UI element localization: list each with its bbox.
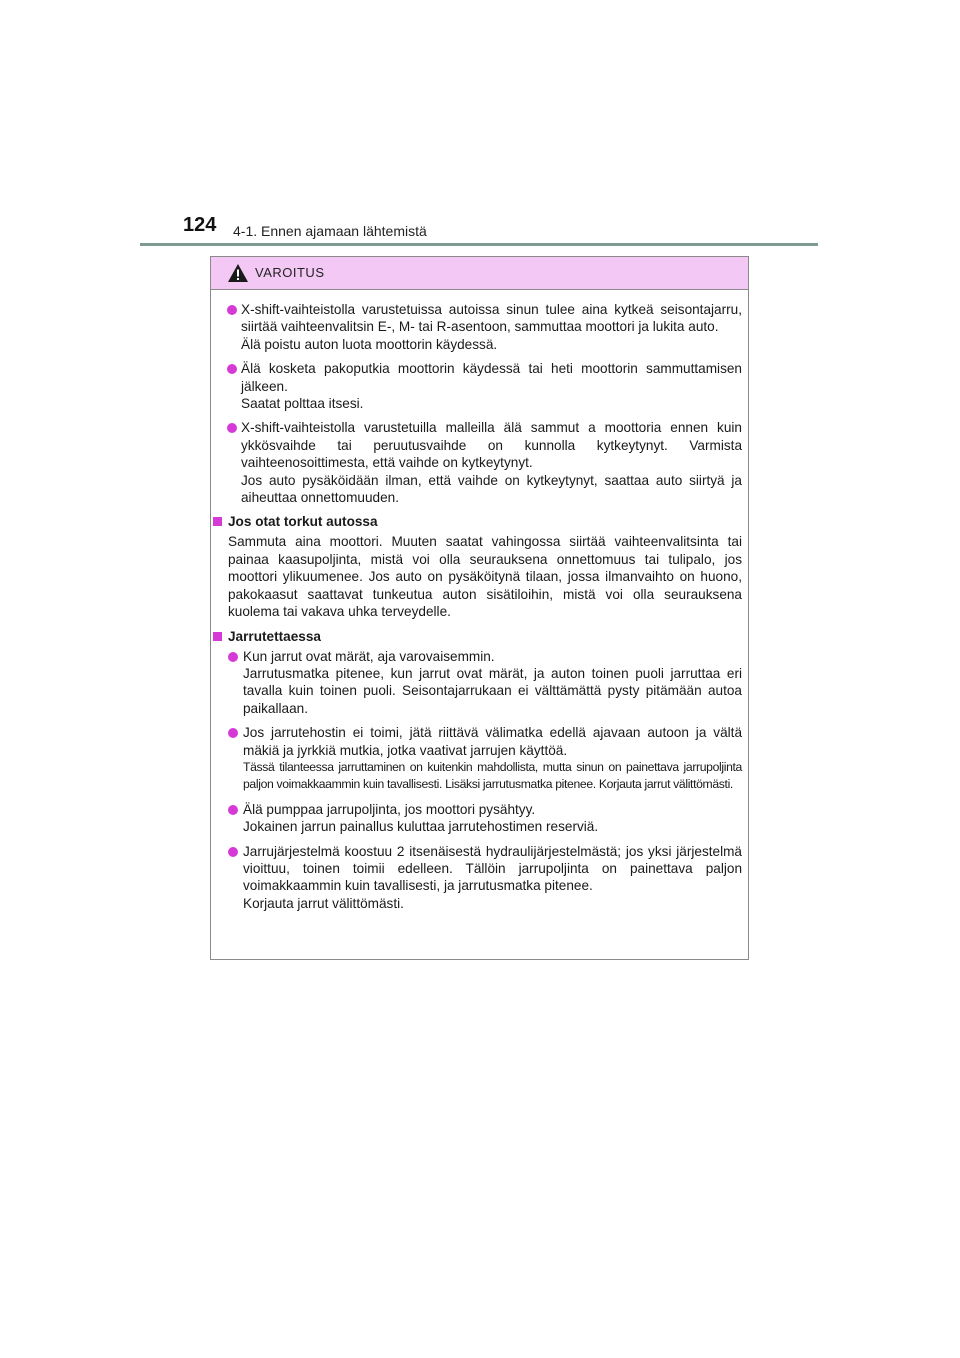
bullet-text: X-shift-vaihteistolla varustetuissa autoissa sinun tulee aina kytkeä seisontajarru, siirtää vaihteenvalitsin E-, M- tai R-asentoon, sammuttaa moottori ja lukita auto. xyxy=(241,302,742,335)
bullet-text: Saatat polttaa itsesi. xyxy=(241,396,364,412)
bullet-text: Korjauta jarrut välittömästi. xyxy=(243,895,404,911)
warning-title: VAROITUS xyxy=(255,265,325,280)
header-divider xyxy=(140,243,818,246)
section-title: 4-1. Ennen ajamaan lähtemistä xyxy=(233,223,427,239)
bullet-text: Kun jarrut ovat märät, aja varovaisemmin. xyxy=(243,648,495,664)
warning-triangle-icon xyxy=(227,263,249,283)
bullet-text: Jarrujärjestelmä koostuu 2 itsenäisestä hydraulijärjestelmästä; jos yksi järjestelmä vioittuu, toinen toimii edelleen. Tällöin jarrupoljinta on painettava paljon voimakkaammin kuin tavallisesti, ja jarrutusmatka pitenee. xyxy=(243,843,742,894)
warning-bullet xyxy=(211,301,750,353)
warning-header xyxy=(211,257,748,290)
warning-bullet xyxy=(211,360,750,412)
bullet-dot-icon xyxy=(228,652,238,662)
warning-bullet xyxy=(211,843,750,913)
warning-bullet xyxy=(211,801,750,836)
bullet-dot-icon xyxy=(228,847,238,857)
warning-box xyxy=(210,256,749,960)
warning-bullet xyxy=(211,648,750,718)
square-bullet-icon xyxy=(213,632,222,641)
warning-bullet xyxy=(211,724,750,794)
warning-bullet xyxy=(211,419,750,506)
square-bullet-icon xyxy=(213,517,222,526)
bullet-small-text: Tässä tilanteessa jarruttaminen on kuitenkin mahdollista, mutta sinun on painettava jarrupoljinta paljon voimakkaammin kuin tavallisesti. Lisäksi jarrutusmatka pitenee. Korjauta jarrut välittömästi. xyxy=(243,759,742,792)
bullet-dot-icon xyxy=(227,364,237,374)
bullet-dot-icon xyxy=(227,423,237,433)
page-number: 124 xyxy=(183,214,217,236)
bullet-text: X-shift-vaihteistolla varustetuilla malleilla älä sammut a moottoria ennen kuin ykkösvaihde tai peruutusvaihde on kunnolla kytkeytynyt. Varmista vaihteenosoittimesta, että vaihde on kytkeytynyt. xyxy=(241,420,742,471)
section-body: Sammuta aina moottori. Muuten saatat vahingossa siirtää vaihteenvalitsinta tai painaa kaasupoljinta, mistä voi olla seurauksena onnettomuus tai tulipalo, jos moottori ylikuumenee. Jos auto on pysäköitynä tilaan, jossa ilmanvaihto on huono, pakokaasut saattavat tunkeutua auton sisätiloihin, mistä voi olla seurauksena kuolema tai vakava uhka terveydelle. xyxy=(228,534,742,620)
bullet-dot-icon xyxy=(228,805,238,815)
bullet-text: Älä poistu auton luota moottorin käydessä. xyxy=(241,336,498,352)
bullet-dot-icon xyxy=(227,305,237,315)
bullet-text: Jarrutusmatka pitenee, kun jarrut ovat märät, ja auton toinen puoli jarruttaa eri tavalla kuin toinen puoli. Seisontajarrukaan ei välttämättä pysty pitämään autoa paikallaan. xyxy=(243,665,742,716)
bullet-text: Älä pumppaa jarrupoljinta, jos moottori pysähtyy. xyxy=(243,801,536,817)
warning-content xyxy=(211,301,750,919)
section-heading: Jarrutettaessa xyxy=(211,628,750,645)
bullet-text: Jos jarrutehostin ei toimi, jätä riittävä välimatka edellä ajavaan autoon ja vältä mäkiä ja jyrkkiä mutkia, jotka vaativat jarrujen käyttöä. xyxy=(243,725,742,758)
section-heading: Jos otat torkut autossa xyxy=(211,513,750,530)
bullet-text: Jokainen jarrun painallus kuluttaa jarrutehostimen reserviä. xyxy=(243,819,599,835)
bullet-text: Jos auto pysäköidään ilman, että vaihde on kytkeytynyt, saattaa auto siirtyä ja aiheuttaa onnettomuuden. xyxy=(241,472,742,506)
bullet-dot-icon xyxy=(228,728,238,738)
bullet-text: Älä kosketa pakoputkia moottorin käydessä tai heti moottorin sammuttamisen jälkeen. xyxy=(241,361,742,394)
